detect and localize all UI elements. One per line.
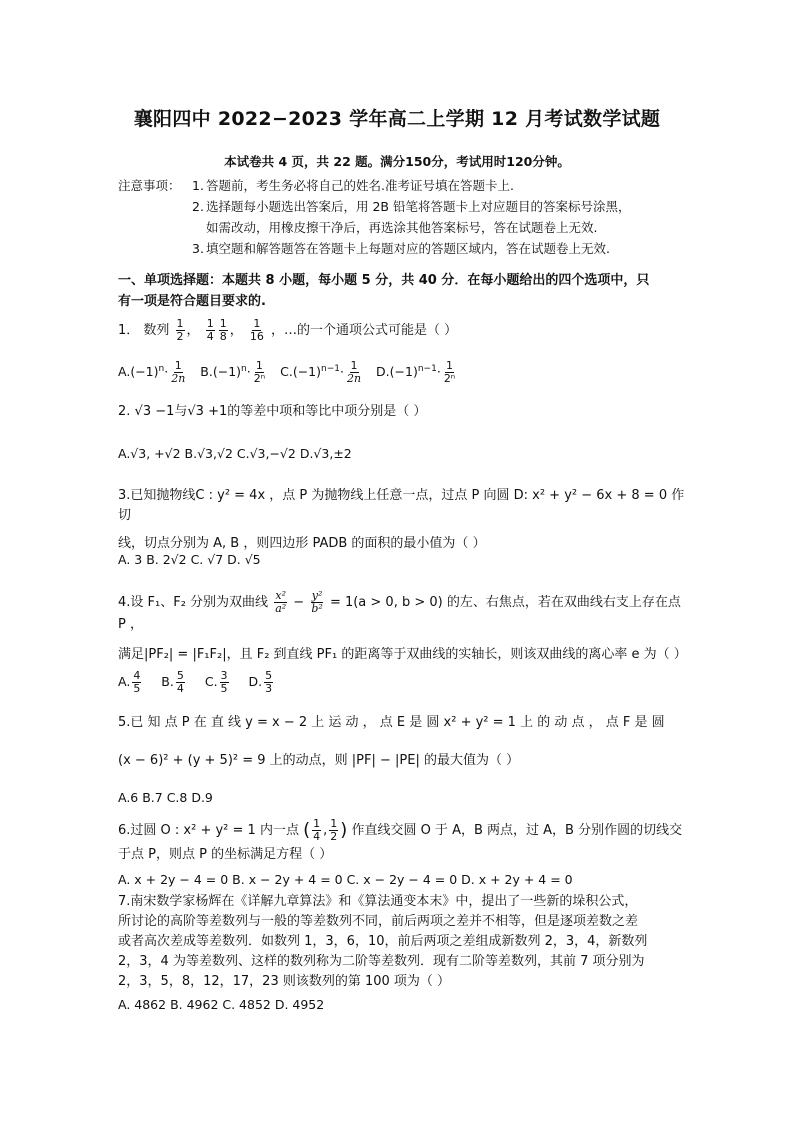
notes-block bbox=[118, 175, 698, 259]
fraction: $\frac{1}{8}$ bbox=[219, 317, 227, 343]
question-5: 5.已 知 点 P 在 直 线 y = x − 2 上 运 动 ， 点 E 是 圆 x² + y² = 1 上 的 动 点 ， 点 F 是 圆 (x − 6)² + (y + 5)² = 9 上的动点，则 |PF| − |PE| 的最大值为（ ） bbox=[118, 715, 665, 768]
section-heading-line: 一、单项选择题：本题共 8 小题，每小题 5 分，共 40 分．在每小题给出的四个选项中，只 bbox=[118, 273, 650, 288]
section-heading-line: 有一项是符合题目要求的. bbox=[118, 294, 266, 309]
fraction: $\frac{1}{2}$ bbox=[176, 317, 184, 343]
question-4-options bbox=[118, 670, 688, 695]
note-number: 3. bbox=[192, 241, 204, 256]
note-number: 2. bbox=[192, 199, 204, 214]
notes-label: 注意事项： bbox=[118, 178, 181, 193]
option-d: $D.(-1)^{n-1}\cdot$ $\frac{1}{\text{2ⁿ}}$ bbox=[376, 359, 456, 386]
note-text: 选择题每小题选出答案后，用 2B 铅笔将答题卡上对应题目的答案标号涂黑， bbox=[206, 199, 631, 214]
page-title: 襄阳四中 2022−2023 学年高二上学期 12 月考试数学试题 bbox=[133, 108, 661, 130]
fraction: $\frac{1}{2}$ bbox=[330, 817, 338, 843]
note-text: 填空题和解答题答在答题卡上每题对应的答题区域内，答在试题卷上无效. bbox=[206, 241, 610, 256]
note-text: 答题前，考生务必将自己的姓名.准考证号填在答题卡上. bbox=[206, 178, 514, 193]
fraction: $\frac{\text{y²}}{\text{b²}}$ bbox=[311, 589, 323, 615]
option-c: C. $\frac{3}{5}$ bbox=[204, 669, 228, 695]
question-7-options: A. 4862 B. 4962 C. 4852 D. 4952 bbox=[118, 997, 325, 1012]
question-6-options: A. x + 2y − 4 = 0 B. x − 2y + 4 = 0 C. x − 2y − 4 = 0 D. x + 2y + 4 = 0 bbox=[118, 872, 573, 887]
fraction: $\frac{1}{4}$ bbox=[206, 317, 214, 343]
question-5-options: A.6 B.7 C.8 D.9 bbox=[118, 790, 213, 805]
fraction: $\frac{\text{x²}}{\text{a²}}$ bbox=[275, 589, 287, 615]
question-2-options: A.√3, +√2 B.√3,√2 C.√3,−√2 D.√3,±2 bbox=[118, 446, 352, 461]
section-heading bbox=[118, 270, 683, 312]
option-b: $B.(-1)^n\cdot$ $\frac{1}{\text{2ⁿ}}$ bbox=[200, 359, 266, 386]
question-1: 1． 数列 $\frac{1}{2}$ ， $\frac{1}{4}$ $\frac{1}{8}$ ， $\frac{1}{16}$ ，…的一个通项公式可能是（ ） bbox=[118, 317, 458, 343]
note-text-continued: 如需改动，用橡皮擦干净后，再选涂其他答案标号，答在试题卷上无效. bbox=[206, 220, 598, 235]
exam-info: 本试卷共 4 页，共 22 题。满分150分，考试用时120分钟。 bbox=[224, 154, 570, 169]
fraction: $\frac{1}{4}$ bbox=[313, 817, 321, 843]
fraction: $\frac{1}{16}$ bbox=[249, 317, 264, 343]
option-b: B. $\frac{5}{4}$ bbox=[161, 669, 184, 695]
question-1-options bbox=[118, 360, 688, 385]
option-a: $A.(-1)^n\cdot$ $\frac{1}{2n}$ bbox=[118, 359, 186, 386]
option-c: $C.(-1)^{n-1}\cdot$ $\frac{1}{2n}$ bbox=[280, 359, 362, 386]
option-d: D. $\frac{5}{3}$ bbox=[248, 669, 273, 695]
question-2: 2. √3 −1与√3 +1的等差中项和等比中项分别是（ ） bbox=[118, 404, 427, 419]
question-4: 4.设 F₁、F₂ 分别为双曲线 $\frac{\text{x²}}{\text{a²}}$ − $\frac{\text{y²}}{\text{b²}}$ = 1(a > 0, b > 0) 的左、右焦点，若在双曲线右支上存在点 P ， 满足|PF₂| = |F₁F₂|，且 F₂ 到直线 PF₁ 的距离等于双曲线的实轴长，则该双曲线的离心率 e 为（ ） bbox=[118, 589, 687, 662]
option-a: A. $\frac{4}{5}$ bbox=[118, 669, 141, 695]
question-6: 6.过圆 O : x² + y² = 1 内一点 ( $\frac{1}{4}$ , $\frac{1}{2}$ ) 作直线交圆 O 于 A，B 两点，过 A，B 分别作圆的切线交 于点 P，则点 P 的坐标满足方程（ ） bbox=[118, 817, 683, 862]
question-3-options: A. 3 B. 2√2 C. √7 D. √5 bbox=[118, 552, 261, 567]
note-number: 1. bbox=[192, 178, 204, 193]
question-7: 7.南宋数学家杨辉在《详解九章算法》和《算法通变本末》中，提出了一些新的垛积公式， 所讨论的高阶等差数列与一般的等差数列不同，前后两项之差并不相等，但是逐项差数之差 或者高次差成等差数列．如数列 1，3，6，10，前后两项之差组成新数列 2，3，4，新数列 2，3，4 为等差数列、这样的数列称为二阶等差数列．现有二阶等差数列，其前 7 项分别为 2，3，5，8，12，17，23 则该数列的第 100 项为（ ） bbox=[118, 894, 648, 989]
question-3: 3.已知抛物线C : y² = 4x ，点 P 为抛物线上任意一点，过点 P 向圆 D: x² + y² − 6x + 8 = 0 作切 线，切点分别为 A, B ，则四边形 PADB 的面积的最小值为（ ） bbox=[118, 488, 685, 551]
